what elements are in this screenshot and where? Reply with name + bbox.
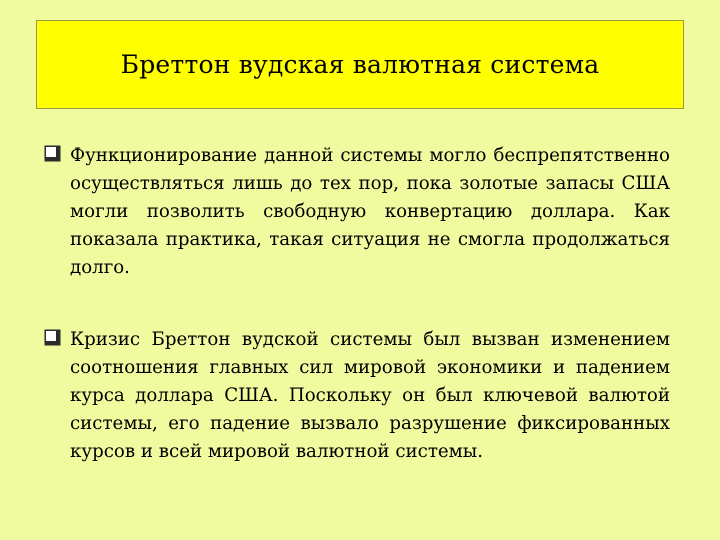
checkbox-square-bullet-icon [44, 329, 61, 346]
title-box [36, 20, 684, 109]
bullet-text: Кризис Бреттон вудской системы был вызван изменением соотношения главных сил мировой экономики и падением курса доллара США. Поскольку он был ключевой валютой системы, его падение вызвало разрушение фиксированных курсов и всей мировой валютной системы. [70, 329, 670, 462]
bullet-text: Функционирование данной системы могло беспрепятственно осуществляться лишь до тех пор, пока золотые запасы США могли позволить свободную конвертацию доллара. Как показала практика, такая ситуация не смогла продолжаться долго. [70, 145, 670, 278]
slide-title: Бреттон вудская валютная система [120, 50, 600, 79]
bullet-item [44, 326, 670, 466]
checkbox-square-bullet-icon [44, 145, 61, 162]
bullet-item [44, 142, 670, 282]
